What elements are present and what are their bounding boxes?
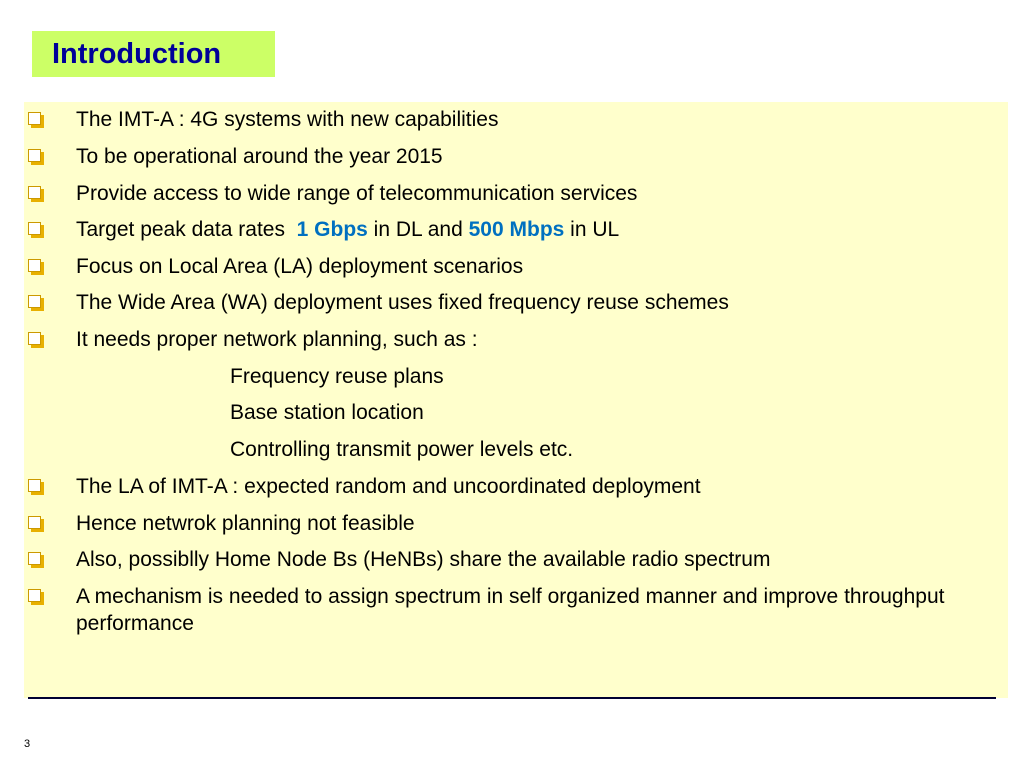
slide-title <box>32 31 275 77</box>
checkbox-bullet-icon <box>28 332 41 345</box>
bullet-item <box>24 289 1008 319</box>
bullet-item <box>24 143 1008 173</box>
checkbox-bullet-icon <box>28 149 41 162</box>
bullet-item <box>24 180 1008 210</box>
bullet-text <box>76 216 619 243</box>
checkbox-bullet-icon <box>28 516 41 529</box>
bullet-item <box>24 510 1008 540</box>
sub-item: Controlling transmit power levels etc. <box>230 438 574 461</box>
bullet-text: Provide access to wide range of telecommunication services <box>76 182 638 205</box>
checkbox-bullet-icon <box>28 295 41 308</box>
bullet-text: Also, possiblly Home Node Bs (HeNBs) share the available radio spectrum <box>76 548 771 571</box>
bullet-text: The Wide Area (WA) deployment uses fixed frequency reuse schemes <box>76 291 729 314</box>
bullet-item <box>24 583 1008 639</box>
bullet-item <box>24 546 1008 576</box>
checkbox-bullet-icon <box>28 589 41 602</box>
downlink-rate: 1 Gbps <box>296 218 368 241</box>
bullet-text: To be operational around the year 2015 <box>76 145 443 168</box>
bullet-item <box>24 326 1008 356</box>
bottom-divider <box>28 697 996 699</box>
bullet-text-part: in DL and <box>367 218 469 241</box>
checkbox-bullet-icon <box>28 479 41 492</box>
bullet-text-part: in UL <box>564 218 620 241</box>
checkbox-bullet-icon <box>28 112 41 125</box>
bullet-text: A mechanism is needed to assign spectrum in self organized manner and improve throughput performance <box>76 585 945 635</box>
content-area <box>24 102 1008 698</box>
bullet-text: It needs proper network planning, such as : <box>76 328 478 351</box>
slide-title-text: Introduction <box>52 38 222 70</box>
checkbox-bullet-icon <box>28 259 41 272</box>
page-number: 3 <box>24 738 31 750</box>
sub-item: Base station location <box>230 401 424 424</box>
bullet-text-part: Target peak data rates <box>76 218 297 241</box>
bullet-item <box>24 473 1008 503</box>
bullet-item <box>24 253 1008 283</box>
bullet-text: The LA of IMT-A : expected random and uncoordinated deployment <box>76 475 701 498</box>
bullet-text: Hence netwrok planning not feasible <box>76 512 415 535</box>
sub-item: Frequency reuse plans <box>230 365 444 388</box>
bullet-text: The IMT-A : 4G systems with new capabilities <box>76 108 499 131</box>
bullet-item <box>24 106 1008 136</box>
bullet-text: Focus on Local Area (LA) deployment scenarios <box>76 255 524 278</box>
uplink-rate: 500 Mbps <box>468 218 565 241</box>
checkbox-bullet-icon <box>28 186 41 199</box>
checkbox-bullet-icon <box>28 222 41 235</box>
checkbox-bullet-icon <box>28 552 41 565</box>
bullet-item <box>24 216 1008 246</box>
